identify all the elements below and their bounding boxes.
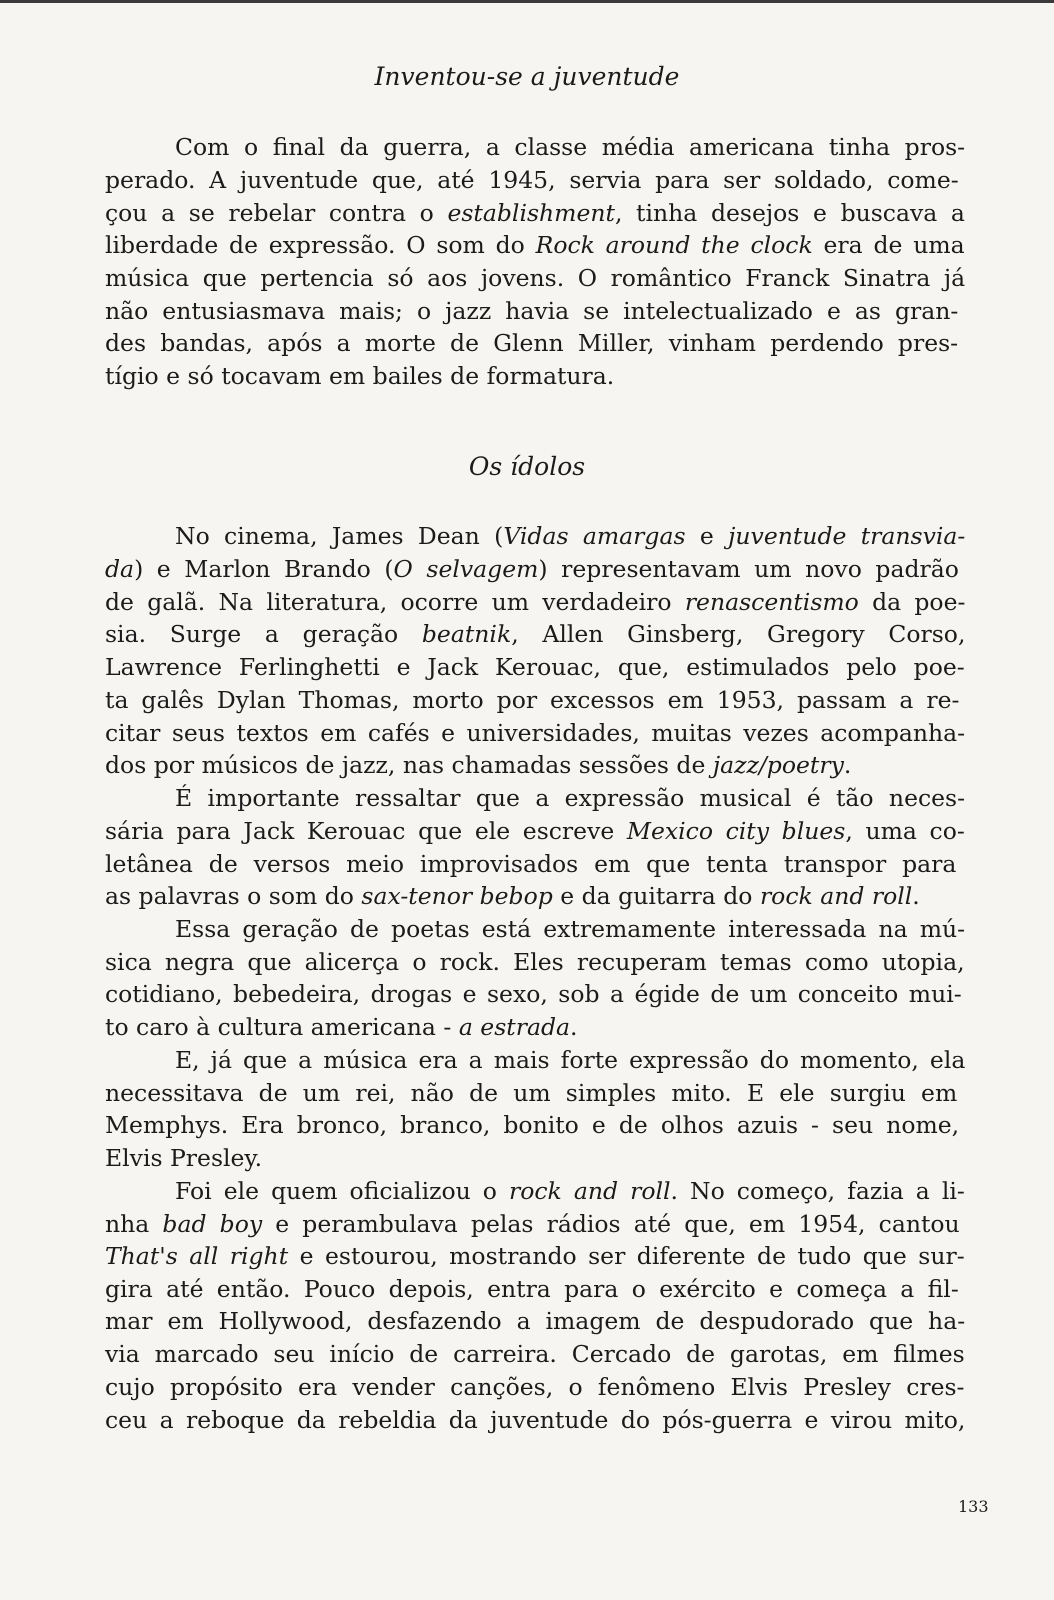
- text-line: Memphys. Era bronco, branco, bonito e de olhos azuis - seu nome,: [105, 1111, 960, 1139]
- text-line: Elvis Presley.: [105, 1144, 263, 1172]
- text-line: sica negra que alicerça o rock. Eles recuperam temas como utopia,: [105, 948, 965, 976]
- text-line: Com o final da guerra, a classe média americana tinha pros-: [175, 133, 966, 161]
- text-line: cujo propósito era vender canções, o fenômeno Elvis Presley cres-: [105, 1373, 965, 1401]
- text-line: mar em Hollywood, desfazendo a imagem de despudorado que ha-: [105, 1307, 966, 1335]
- text-line: dos por músicos de jazz, nas chamadas sessões de jazz/poetry.: [105, 751, 852, 779]
- text-line: Essa geração de poetas está extremamente interessada na mú-: [175, 915, 966, 943]
- text-line: to caro à cultura americana - a estrada.: [105, 1013, 578, 1041]
- text-line: sia. Surge a geração beatnik, Allen Ginsberg, Gregory Corso,: [105, 620, 966, 648]
- text-line: de galã. Na literatura, ocorre um verdadeiro renascentismo da poe-: [105, 588, 966, 616]
- text-line: Foi ele quem oficializou o rock and roll. No começo, fazia a li-: [175, 1177, 965, 1205]
- text-line: da) e Marlon Brando (O selvagem) representavam um novo padrão: [105, 555, 959, 583]
- text-line: não entusiasmava mais; o jazz havia se intelectualizado e as gran-: [105, 297, 959, 325]
- text-line: E, já que a música era a mais forte expressão do momento, ela: [175, 1046, 966, 1074]
- page-number: 133: [958, 1497, 989, 1516]
- text-line: liberdade de expressão. O som do Rock around the clock era de uma: [105, 231, 965, 259]
- section-heading-juventude: Inventou-se a juventude: [374, 62, 680, 91]
- text-line: Lawrence Ferlinghetti e Jack Kerouac, que, estimulados pelo poe-: [105, 653, 965, 681]
- section-heading-idolos: Os ídolos: [468, 452, 586, 481]
- text-line: No cinema, James Dean (Vidas amargas e juventude transvia-: [175, 522, 966, 550]
- text-line: gira até então. Pouco depois, entra para o exército e começa a fil-: [105, 1275, 959, 1303]
- text-line: perado. A juventude que, até 1945, servia para ser soldado, come-: [105, 166, 959, 194]
- text-line: música que pertencia só aos jovens. O romântico Franck Sinatra já: [105, 264, 966, 292]
- text-line: cotidiano, bebedeira, drogas e sexo, sob a égide de um conceito mui-: [105, 980, 962, 1008]
- text-line: as palavras o som do sax-tenor bebop e da guitarra do rock and roll.: [105, 882, 920, 910]
- text-line: des bandas, após a morte de Glenn Miller, vinham perdendo pres-: [105, 329, 959, 357]
- page-top-edge: [0, 0, 1054, 3]
- text-line: çou a se rebelar contra o establishment, tinha desejos e buscava a: [105, 199, 965, 227]
- text-line: letânea de versos meio improvisados em que tenta transpor para: [105, 850, 957, 878]
- text-line: ta galês Dylan Thomas, morto por excessos em 1953, passam a re-: [105, 686, 960, 714]
- text-line: necessitava de um rei, não de um simples mito. E ele surgiu em: [105, 1079, 958, 1107]
- text-line: nha bad boy e perambulava pelas rádios até que, em 1954, cantou: [105, 1210, 960, 1238]
- text-line: That's all right e estourou, mostrando ser diferente de tudo que sur-: [105, 1242, 965, 1270]
- text-line: via marcado seu início de carreira. Cercado de garotas, em filmes: [105, 1340, 965, 1368]
- text-line: tígio e só tocavam em bailes de formatura.: [105, 362, 615, 390]
- text-line: ceu a reboque da rebeldia da juventude do pós-guerra e virou mito,: [105, 1406, 966, 1434]
- text-line: É importante ressaltar que a expressão musical é tão neces-: [175, 784, 966, 812]
- text-line: sária para Jack Kerouac que ele escreve Mexico city blues, uma co-: [105, 817, 965, 845]
- text-line: citar seus textos em cafés e universidades, muitas vezes acompanha-: [105, 719, 966, 747]
